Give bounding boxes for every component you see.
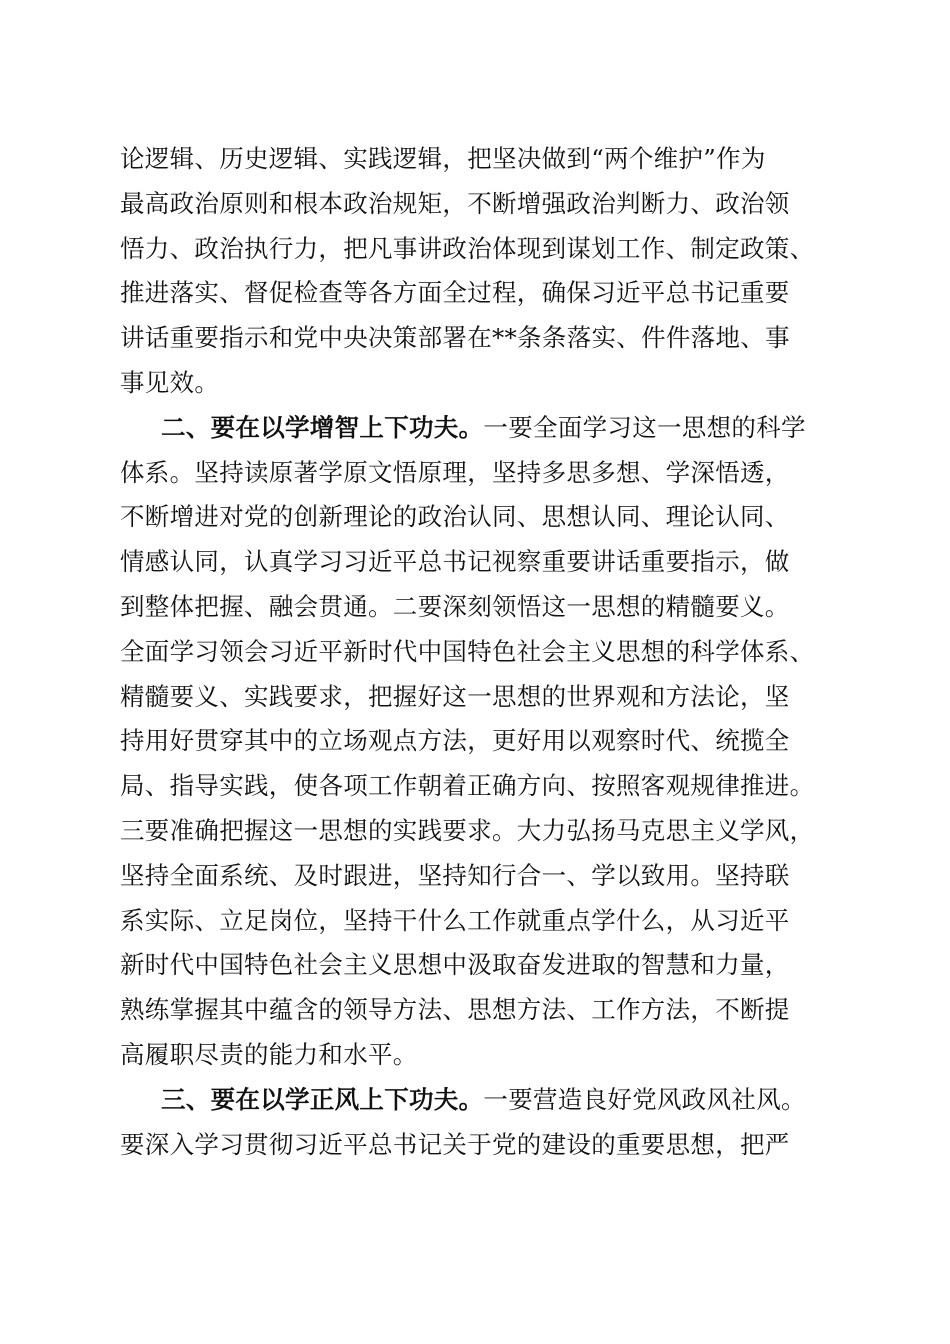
text-line: 要深入学习贯彻习近平总书记关于党的建设的重要思想，把严 <box>120 1129 790 1159</box>
text-line: 高履职尽责的能力和水平。 <box>120 1039 418 1069</box>
text-line: 到整体把握、融会贯通。二要深刻领悟这一思想的精髓要义。 <box>120 591 790 621</box>
text-line: 持用好贯穿其中的立场观点方法，更好用以观察时代、统揽全 <box>120 726 790 756</box>
text-line: 系实际、立足岗位，坚持干什么工作就重点学什么，从习近平 <box>120 905 790 935</box>
text-line: 事见效。 <box>120 367 220 397</box>
text-line: 最高政治原则和根本政治规矩，不断增强政治判断力、政治领 <box>120 188 790 218</box>
text-fragment: 一要全面学习这一思想的科学 <box>483 412 806 442</box>
text-line: 不断增进对党的创新理论的政治认同、思想认同、理论认同、 <box>120 502 790 532</box>
text-line: 熟练掌握其中蕴含的领导方法、思想方法、工作方法，不断提 <box>120 995 790 1025</box>
section-heading: 二、要在以学增智上下功夫。 <box>161 412 484 442</box>
text-line: 情感认同，认真学习习近平总书记视察重要讲话重要指示，做 <box>120 547 790 577</box>
section-heading: 三、要在以学正风上下功夫。 <box>161 1084 484 1114</box>
paragraph-section-three <box>120 1078 840 1168</box>
text-fragment: 一要营造良好党风政风社风。 <box>483 1084 806 1114</box>
text-line: 三要准确把握这一思想的实践要求。大力弘扬马克思主义学风， <box>120 815 815 845</box>
text-line-first <box>120 406 840 451</box>
text-line: 精髓要义、实践要求，把握好这一思想的世界观和方法论，坚 <box>120 681 790 711</box>
text-line-first <box>120 1078 840 1123</box>
text-line: 新时代中国特色社会主义思想中汲取奋发进取的智慧和力量， <box>120 950 790 980</box>
text-line: 局、指导实践，使各项工作朝着正确方向、按照客观规律推进。 <box>120 771 815 801</box>
paragraph-section-two <box>120 406 840 1078</box>
text-line: 推进落实、督促检查等各方面全过程，确保习近平总书记重要 <box>120 278 790 308</box>
paragraph-continuation <box>120 137 840 406</box>
text-line: 悟力、政治执行力，把凡事讲政治体现到谋划工作、制定政策、 <box>120 233 815 263</box>
text-line: 论逻辑、历史逻辑、实践逻辑，把坚决做到“两个维护”作为 <box>120 144 766 173</box>
text-line: 体系。坚持读原著学原文悟原理，坚持多思多想、学深悟透， <box>120 457 790 487</box>
text-line: 讲话重要指示和党中央决策部署在**条条落实、件件落地、事 <box>120 323 790 353</box>
text-line: 全面学习领会习近平新时代中国特色社会主义思想的科学体系、 <box>120 636 815 666</box>
document-body <box>120 137 840 1167</box>
text-line: 坚持全面系统、及时跟进，坚持知行合一、学以致用。坚持联 <box>120 860 790 890</box>
